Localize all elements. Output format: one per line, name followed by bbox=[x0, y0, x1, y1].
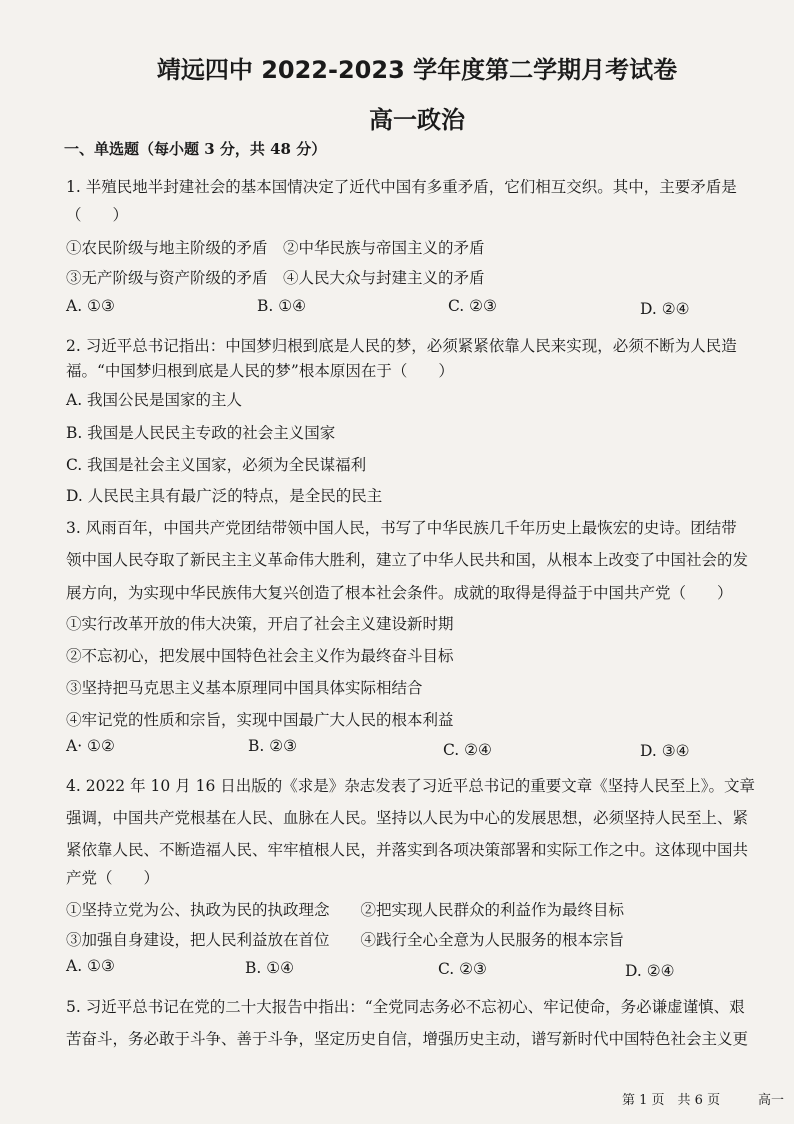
question-text: 5. 习近平总书记在党的二十大报告中指出：“全党同志务必不忘初心、牢记使命，务必谦虚谨慎、艰 bbox=[66, 998, 745, 1016]
question-text: 3. 风雨百年，中国共产党团结带领中国人民，书写了中华民族几千年历史上最恢宏的史诗。团结带 bbox=[66, 519, 737, 537]
question-text: 福。“中国梦归根到底是人民的梦”根本原因在于（ ） bbox=[66, 362, 454, 380]
statement: ①农民阶级与地主阶级的矛盾 ②中华民族与帝国主义的矛盾 bbox=[66, 239, 485, 257]
option-d: D. ③④ bbox=[640, 742, 690, 760]
statement: ②不忘初心，把发展中国特色社会主义作为最终奋斗目标 bbox=[66, 647, 454, 665]
option-a: A. 我国公民是国家的主人 bbox=[66, 391, 243, 409]
option-c: C. ②③ bbox=[448, 297, 497, 315]
question-text: 1. 半殖民地半封建社会的基本国情决定了近代中国有多重矛盾，它们相互交织。其中，主要矛盾是 bbox=[66, 178, 737, 196]
page-number: 第 1 页 共 6 页 bbox=[622, 1093, 721, 1108]
option-b: B. ②③ bbox=[248, 737, 298, 755]
option-d: D. ②④ bbox=[625, 962, 675, 980]
page-corner-label: 高一 bbox=[758, 1093, 785, 1108]
statement: ①坚持立党为公、执政为民的执政理念 ②把实现人民群众的利益作为最终目标 bbox=[66, 901, 625, 919]
question-text: 领中国人民夺取了新民主主义革命伟大胜利，建立了中华人民共和国，从根本上改变了中国社会的发 bbox=[66, 551, 749, 569]
statement: ③加强自身建设，把人民利益放在首位 ④践行全心全意为人民服务的根本宗旨 bbox=[66, 931, 625, 949]
option-d: D. ②④ bbox=[640, 300, 690, 318]
statement: ③坚持把马克思主义基本原理同中国具体实际相结合 bbox=[66, 679, 423, 697]
question-text: （ ） bbox=[66, 206, 129, 224]
exam-title: 靖远四中 2022-2023 学年度第二学期月考试卷 bbox=[156, 56, 678, 84]
option-a: A. ①③ bbox=[66, 957, 115, 975]
subject-title: 高一政治 bbox=[369, 106, 465, 134]
question-text: 苦奋斗，务必敢于斗争、善于斗争，坚定历史自信，增强历史主动，谱写新时代中国特色社会主义更 bbox=[66, 1030, 749, 1048]
question-text: 展方向，为实现中华民族伟大复兴创造了根本社会条件。成就的取得是得益于中国共产党（ ） bbox=[66, 584, 733, 602]
question-text: 紧依靠人民、不断造福人民、牢牢植根人民，并落实到各项决策部署和实际工作之中。这体现中国共 bbox=[66, 841, 749, 859]
section-heading: 一、单选题（每小题 3 分，共 48 分） bbox=[64, 140, 327, 158]
question-text: 产党（ ） bbox=[66, 869, 160, 887]
option-a: A. ①③ bbox=[66, 297, 115, 315]
statement: ③无产阶级与资产阶级的矛盾 ④人民大众与封建主义的矛盾 bbox=[66, 269, 485, 287]
option-c: C. 我国是社会主义国家，必须为全民谋福利 bbox=[66, 456, 367, 474]
question-text: 2. 习近平总书记指出：中国梦归根到底是人民的梦，必须紧紧依靠人民来实现，必须不断为人民造 bbox=[66, 337, 737, 355]
option-c: C. ②③ bbox=[438, 960, 487, 978]
statement: ④牢记党的性质和宗旨，实现中国最广大人民的根本利益 bbox=[66, 711, 454, 729]
question-text: 4. 2022 年 10 月 16 日出版的《求是》杂志发表了习近平总书记的重要文章《坚持人民至上》。文章 bbox=[66, 777, 755, 795]
option-b: B. ①④ bbox=[245, 959, 295, 977]
statement: ①实行改革开放的伟大决策，开启了社会主义建设新时期 bbox=[66, 615, 454, 633]
option-d: D. 人民民主具有最广泛的特点，是全民的民主 bbox=[66, 487, 383, 505]
option-b: B. 我国是人民民主专政的社会主义国家 bbox=[66, 424, 336, 442]
question-text: 强调，中国共产党根基在人民、血脉在人民。坚持以人民为中心的发展思想，必须坚持人民至上、紧 bbox=[66, 809, 749, 827]
option-b: B. ①④ bbox=[257, 297, 307, 315]
option-a: A· ①② bbox=[66, 737, 115, 755]
option-c: C. ②④ bbox=[443, 741, 492, 759]
